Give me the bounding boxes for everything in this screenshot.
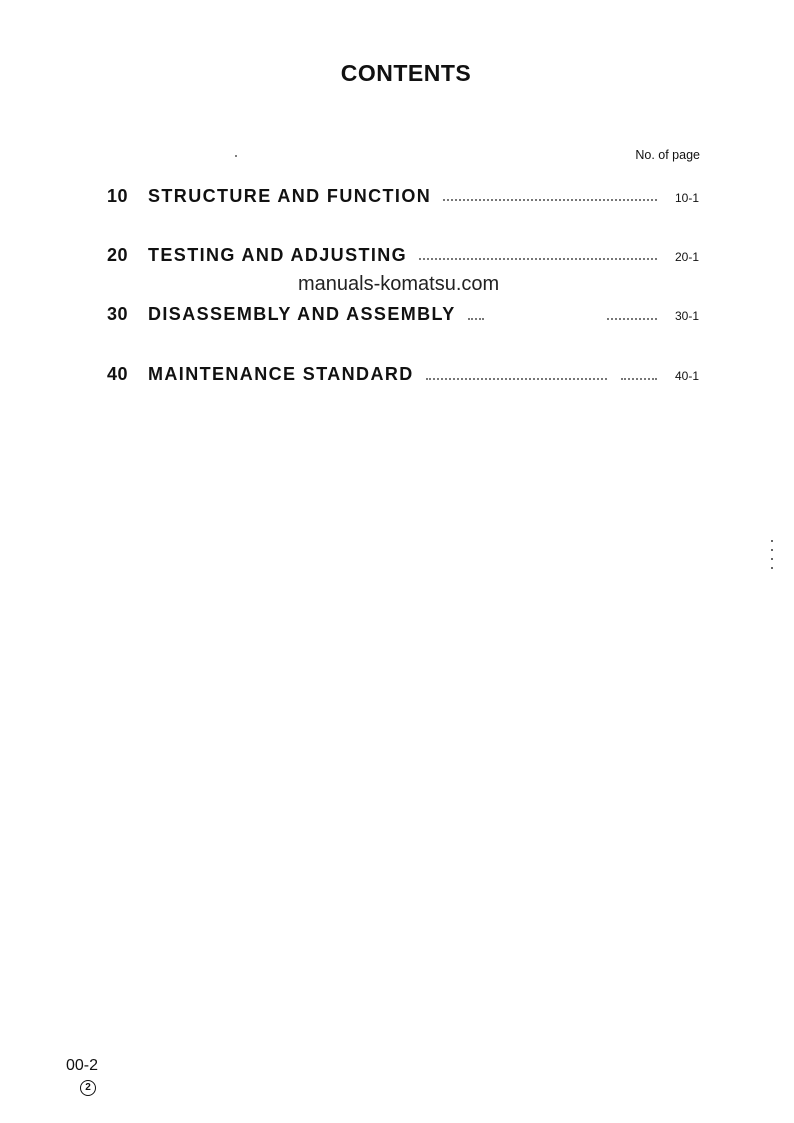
toc-entry-number: 30 <box>107 304 129 324</box>
toc-entry-page: 30-1 <box>674 309 699 323</box>
footer-page-number: 00-2 <box>66 1057 99 1074</box>
toc-entry-number: 40 <box>107 364 129 384</box>
toc-entry-title: DISASSEMBLY AND ASSEMBLY <box>148 304 456 324</box>
margin-speckles <box>771 540 773 576</box>
toc-entry[interactable] <box>107 245 699 266</box>
toc-entry-title: MAINTENANCE STANDARD <box>148 364 414 384</box>
dot-leader <box>419 255 657 260</box>
scan-speck <box>235 155 237 157</box>
toc-entry-page: 20-1 <box>674 250 699 264</box>
page-title: CONTENTS <box>340 60 472 86</box>
dot-leader <box>468 315 657 320</box>
toc-entry-title: TESTING AND ADJUSTING <box>148 245 408 265</box>
page-number-column-header: No. of page <box>635 148 700 162</box>
toc-entry-page: 10-1 <box>674 191 699 205</box>
toc-entry[interactable] <box>107 186 699 207</box>
toc-entry-page: 40-1 <box>674 369 699 383</box>
toc-entry-title: STRUCTURE AND FUNCTION <box>148 186 432 206</box>
toc-entry[interactable] <box>107 364 699 385</box>
toc-entry-number: 20 <box>107 245 129 265</box>
toc-entry[interactable] <box>107 304 699 325</box>
toc-entry-number: 10 <box>107 186 129 206</box>
dot-leader <box>426 375 657 380</box>
dot-leader <box>443 196 657 201</box>
watermark-text: manuals-komatsu.com <box>298 273 500 295</box>
revision-mark: 2 <box>80 1080 96 1096</box>
